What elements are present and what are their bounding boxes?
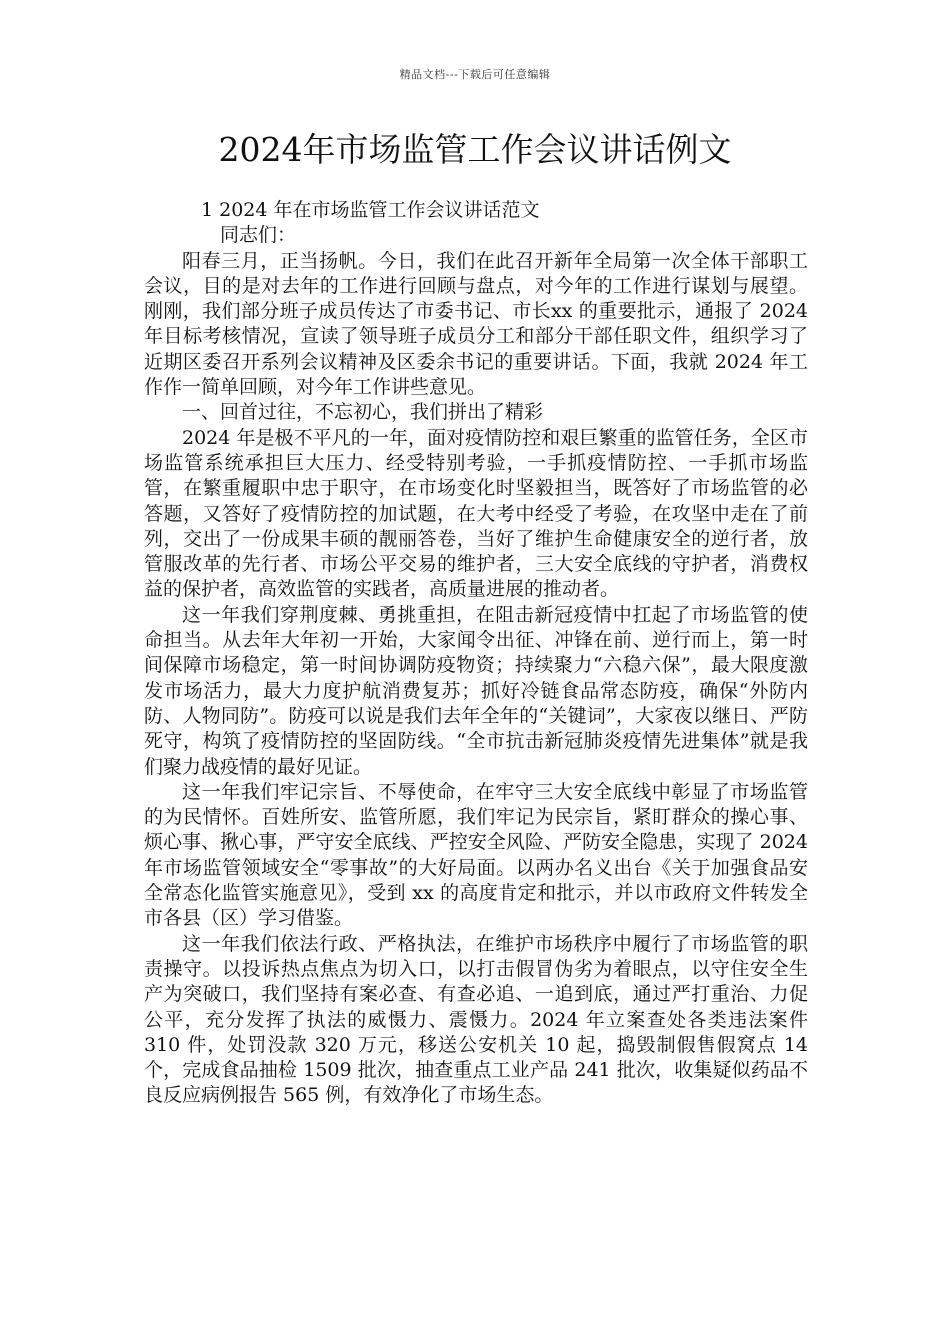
paragraph-opening: 阳春三月，正当扬帆。今日，我们在此召开新年全局第一次全体干部职工会议，目的是对去年的工作进行回顾与盘点，对今年的工作进行谋划与展望。刚刚，我们部分班子成员传达了市委书记、市长xx 的重要批示，通报了 2024 年目标考核情况，宣读了领导班子成员分工和部分干部任职文件，组织学习了近期区委召开系列会议精神及区委余书记的重要讲话。下面，我就 2024 年工作作一简单回顾，对今年工作讲些意见。 (144, 249, 808, 399)
paragraph-safety: 这一年我们牢记宗旨、不辱使命，在牢守三大安全底线中彰显了市场监管的为民情怀。百姓所安、监管所愿，我们牢记为民宗旨，紧盯群众的操心事、烦心事、揪心事，严守安全底线、严控安全风险、严防安全隐患，实现了 2024 年市场监管领域安全“零事故”的大好局面。以两办名义出台《关于加强食品安全常态化监管实施意见》，受到 xx 的高度肯定和批示，并以市政府文件转发全市各县（区）学习借鉴。 (144, 780, 808, 930)
document-title: 2024年市场监管工作会议讲话例文 (218, 130, 732, 169)
paragraph-enforcement: 这一年我们依法行政、严格执法，在维护市场秩序中履行了市场监管的职责操守。以投诉热点焦点为切入口，以打击假冒伪劣为着眼点，以守住安全生产为突破口，我们坚持有案必查、有查必追、一追到底，通过严打重治、力促公平，充分发挥了执法的威慑力、震慑力。2024 年立案查处各类违法案件 310 件，处罚没款 320 万元，移送公安机关 10 起，捣毁制假售假窝点 14 个，完成食品抽检 1509 批次，抽查重点工业产品 241 批次，收集疑似药品不良反应病例报告 565 例，有效净化了市场生态。 (144, 932, 808, 1107)
header-note: 精品文档---下载后可任意编辑 (399, 68, 551, 81)
paragraph-review: 2024 年是极不平凡的一年，面对疫情防控和艰巨繁重的监管任务，全区市场监管系统承担巨大压力、经受特别考验，一手抓疫情防控、一手抓市场监管，在繁重履职中忠于职守，在市场变化时坚毅担当，既答好了市场监管的必答题，又答好了疫情防控的加试题，在大考中经受了考验，在攻坚中走在了前列，交出了一份成果丰硕的靓丽答卷，当好了维护生命健康安全的逆行者，放管服改革的先行者、市场公平交易的维护者，三大安全底线的守护者，消费权益的保护者，高效监管的实践者，高质量进展的推动者。 (144, 426, 808, 601)
paragraph-epidemic: 这一年我们穿荆度棘、勇挑重担，在阻击新冠疫情中扛起了市场监管的使命担当。从去年大年初一开始，大家闻令出征、冲锋在前、逆行而上，第一时间保障市场稳定，第一时间协调防疫物资；持续聚力“六稳六保”，最大限度激发市场活力，最大力度护航消费复苏；抓好冷链食品常态防疫，确保“外防内防、人物同防”。防疫可以说是我们去年全年的“关键词”，大家夜以继日、严防死守，构筑了疫情防控的坚固防线。“全市抗击新冠肺炎疫情先进集体”就是我们聚力战疫情的最好见证。 (144, 603, 808, 778)
paragraph-heading-one: 一、回首过往，不忘初心，我们拼出了精彩 (182, 401, 544, 424)
salutation: 同志们： (220, 224, 297, 247)
document-body (144, 198, 808, 1109)
section-heading: 1 2024 年在市场监管工作会议讲话范文 (201, 199, 540, 221)
